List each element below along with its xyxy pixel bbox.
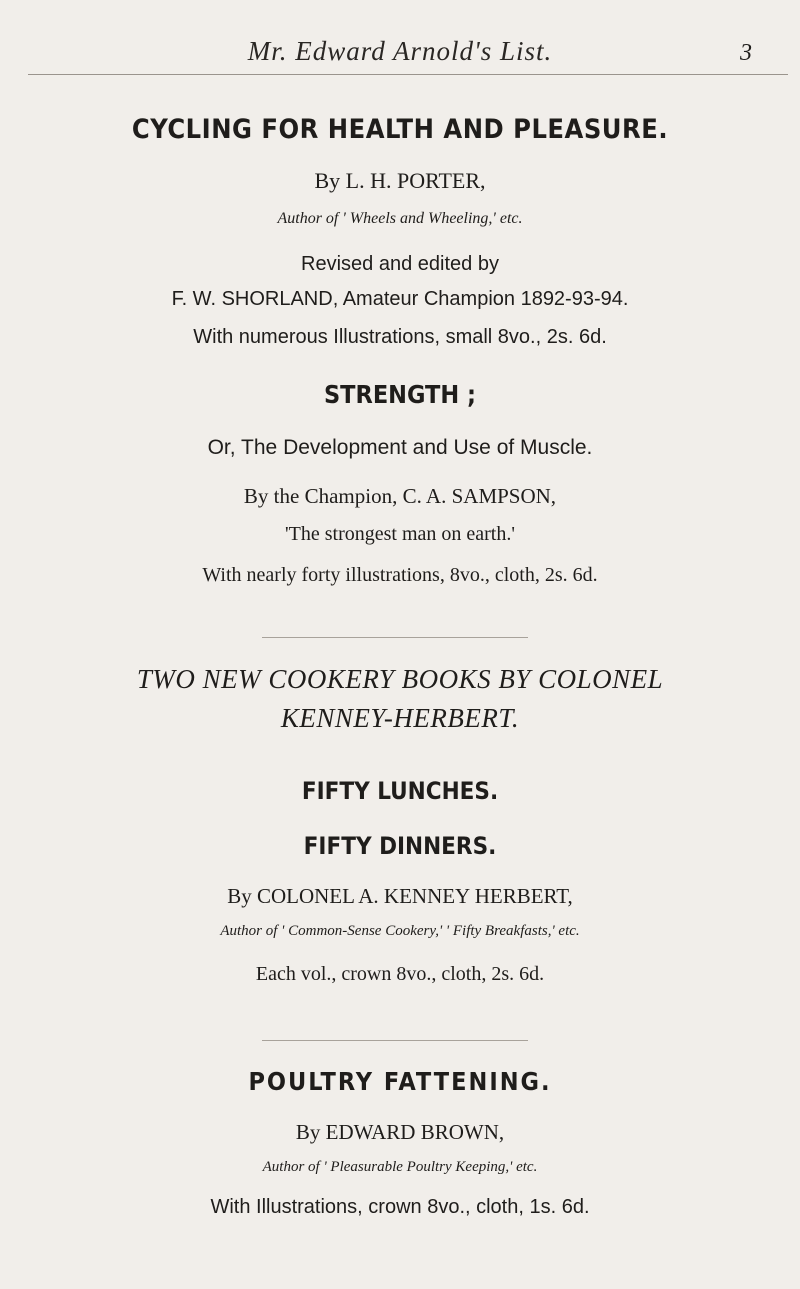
cycling-editor: F. W. SHORLAND, Amateur Champion 1892-93-94.	[171, 288, 629, 310]
cycling-author: By L. H. PORTER,	[314, 168, 486, 193]
strength-title: STRENGTH ;	[323, 380, 477, 409]
section-divider	[262, 637, 528, 638]
section-divider	[262, 1040, 528, 1041]
running-title: Mr. Edward Arnold's List.	[247, 36, 553, 66]
cookery-book2: FIFTY DINNERS.	[303, 832, 497, 860]
header-rule	[28, 74, 788, 75]
cookery-author-note: Author of ' Common-Sense Cookery,' ' Fifty Breakfasts,' etc.	[220, 923, 580, 939]
poultry-details: With Illustrations, crown 8vo., cloth, 1s. 6d.	[210, 1196, 590, 1218]
cycling-revised: Revised and edited by	[301, 253, 499, 275]
page-number: 3	[740, 40, 752, 66]
cookery-heading-line2: KENNEY-HERBERT.	[280, 703, 520, 733]
cookery-author: By COLONEL A. KENNEY HERBERT,	[227, 884, 573, 908]
poultry-author-note: Author of ' Pleasurable Poultry Keeping,' etc.	[262, 1159, 538, 1175]
strength-details: With nearly forty illustrations, 8vo., cloth, 2s. 6d.	[202, 564, 598, 586]
cookery-heading-line1: TWO NEW COOKERY BOOKS BY COLONEL	[136, 664, 664, 694]
cycling-author-note: Author of ' Wheels and Wheeling,' etc.	[277, 210, 523, 227]
strength-author-note: 'The strongest man on earth.'	[285, 523, 515, 545]
poultry-author: By EDWARD BROWN,	[295, 1120, 505, 1144]
poultry-title: POULTRY FATTENING.	[248, 1067, 552, 1096]
cookery-book1: FIFTY LUNCHES.	[301, 777, 499, 805]
strength-author: By the Champion, C. A. SAMPSON,	[243, 484, 557, 508]
strength-subtitle: Or, The Development and Use of Muscle.	[207, 436, 593, 459]
cycling-details: With numerous Illustrations, small 8vo., 2s. 6d.	[193, 326, 607, 348]
cookery-details: Each vol., crown 8vo., cloth, 2s. 6d.	[255, 963, 545, 985]
cycling-title: CYCLING FOR HEALTH AND PLEASURE.	[131, 114, 669, 145]
page-header	[0, 36, 800, 76]
